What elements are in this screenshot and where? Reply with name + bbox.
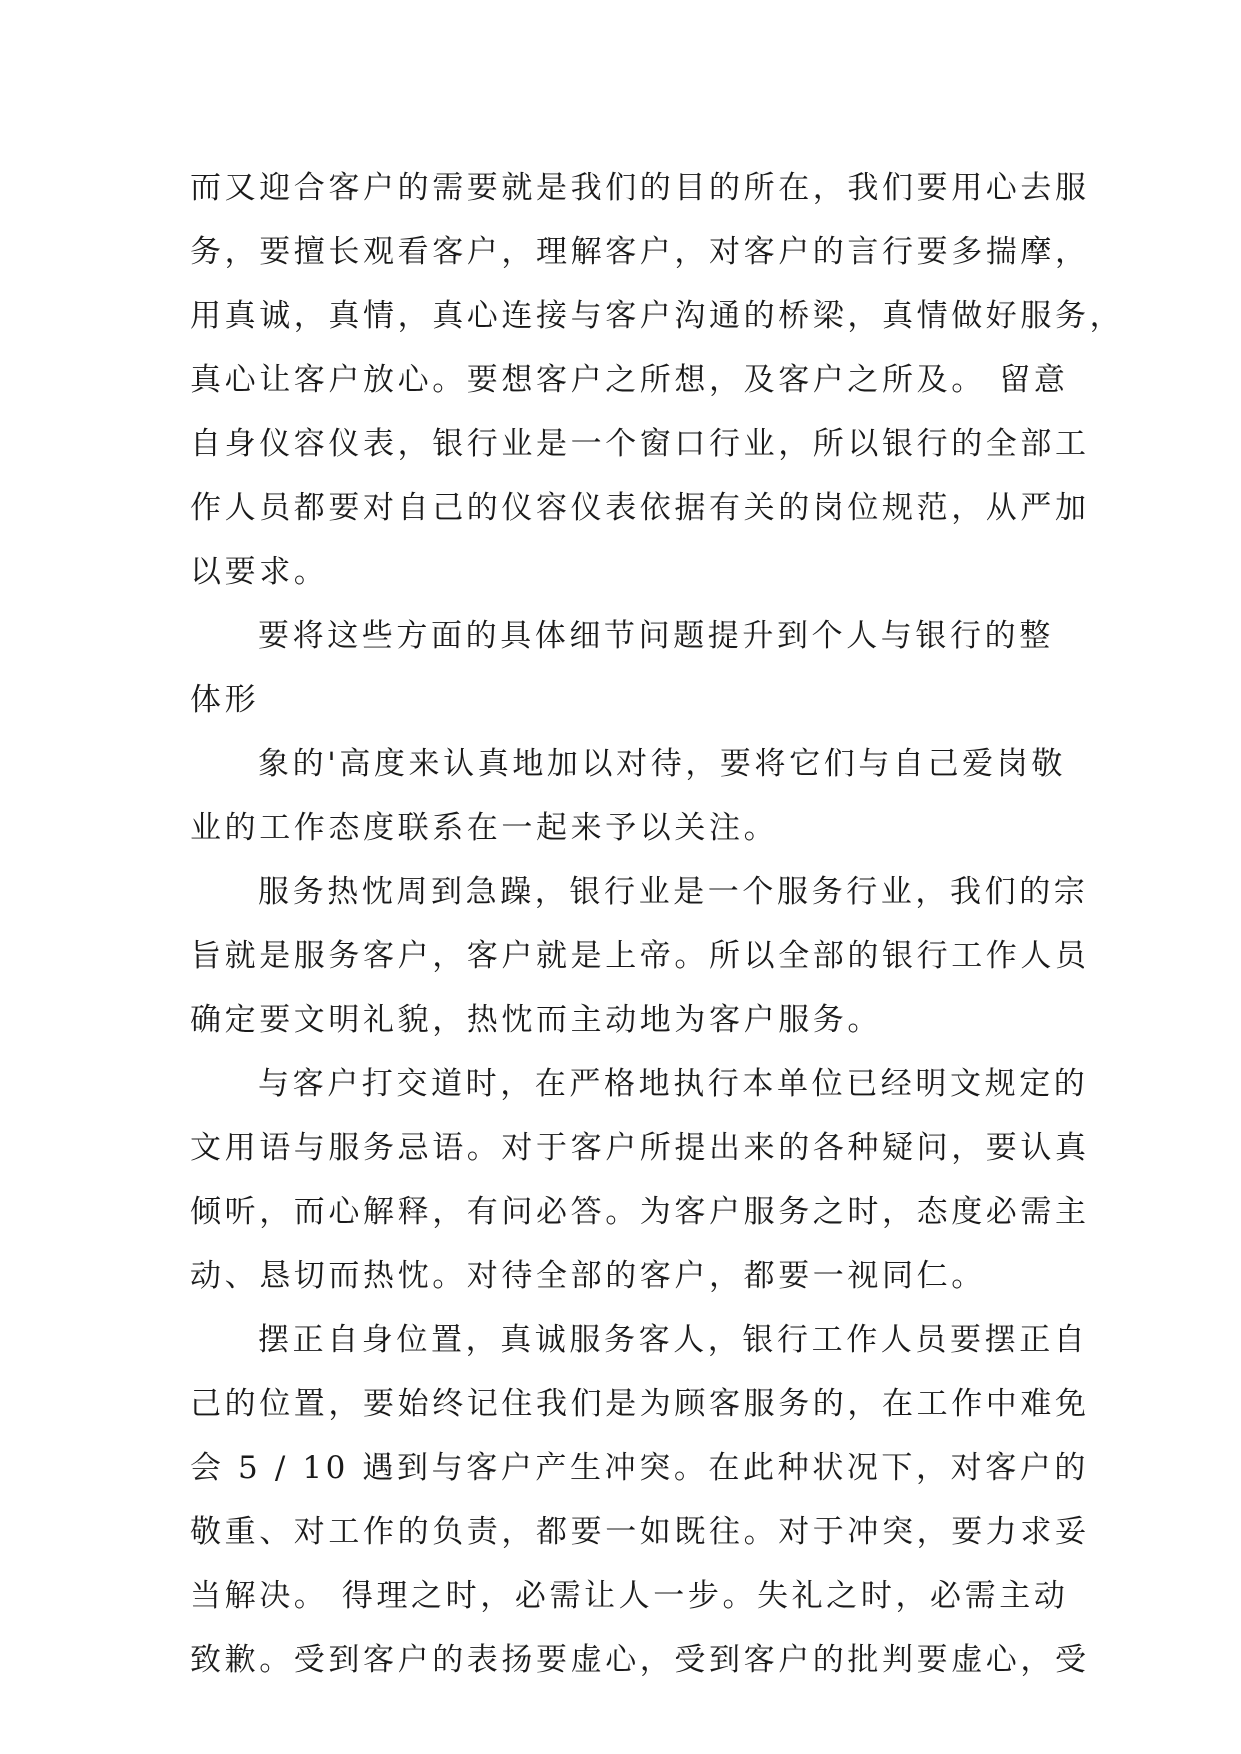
paragraph-first-line: 摆正自身位置，真诚服务客人，银行工作人员要摆正自 — [258, 1322, 1089, 1358]
body-text — [190, 156, 1125, 1692]
text-line: 旨就是服务客户，客户就是上帝。所以全部的银行工作人员 — [190, 938, 1090, 974]
text-line: 敬重、对工作的负责，都要一如既往。对于冲突，要力求妥 — [190, 1514, 1090, 1550]
paragraph-first-line: 服务热忱周到急躁，银行业是一个服务行业，我们的宗 — [258, 874, 1089, 910]
text-line-with-page-number: 会 5 / 10 遇到与客户产生冲突。在此种状况下，对客户的 — [190, 1450, 1090, 1486]
text-line: 当解决。 得理之时，必需让人一步。失礼之时，必需主动 — [190, 1578, 1069, 1614]
text-line: 以要求。 — [190, 554, 329, 590]
paragraph-first-line: 象的'高度来认真地加以对待，要将它们与自己爱岗敬 — [258, 746, 1066, 782]
text-line: 真心让客户放心。要想客户之所想，及客户之所及。 留意 — [190, 362, 1069, 398]
text-line: 用真诚，真情，真心连接与客户沟通的桥梁，真情做好服务， — [190, 298, 1125, 334]
text-line: 业的工作态度联系在一起来予以关注。 — [190, 810, 779, 846]
text-line: 己的位置，要始终记住我们是为顾客服务的，在工作中难免 — [190, 1386, 1090, 1422]
text-line: 而又迎合客户的需要就是我们的目的所在，我们要用心去服 — [190, 170, 1090, 206]
text-line: 倾听，而心解释，有问必答。为客户服务之时，态度必需主 — [190, 1194, 1090, 1230]
text-line: 体形 — [190, 682, 260, 718]
text-line: 自身仪容仪表，银行业是一个窗口行业，所以银行的全部工 — [190, 426, 1090, 462]
text-line: 动、恳切而热忱。对待全部的客户，都要一视同仁。 — [190, 1258, 986, 1294]
text-line: 务，要擅长观看客户，理解客户，对客户的言行要多揣摩， — [190, 234, 1090, 270]
text-line: 作人员都要对自己的仪容仪表依据有关的岗位规范，从严加 — [190, 490, 1090, 526]
paragraph-first-line: 与客户打交道时，在严格地执行本单位已经明文规定的 — [258, 1066, 1089, 1102]
paragraph-first-line: 要将这些方面的具体细节问题提升到个人与银行的整 — [258, 618, 1054, 654]
text-line: 致歉。受到客户的表扬要虚心，受到客户的批判要虚心，受 — [190, 1642, 1090, 1678]
text-line: 文用语与服务忌语。对于客户所提出来的各种疑问，要认真 — [190, 1130, 1090, 1166]
text-line: 确定要文明礼貌，热忱而主动地为客户服务。 — [190, 1002, 882, 1038]
